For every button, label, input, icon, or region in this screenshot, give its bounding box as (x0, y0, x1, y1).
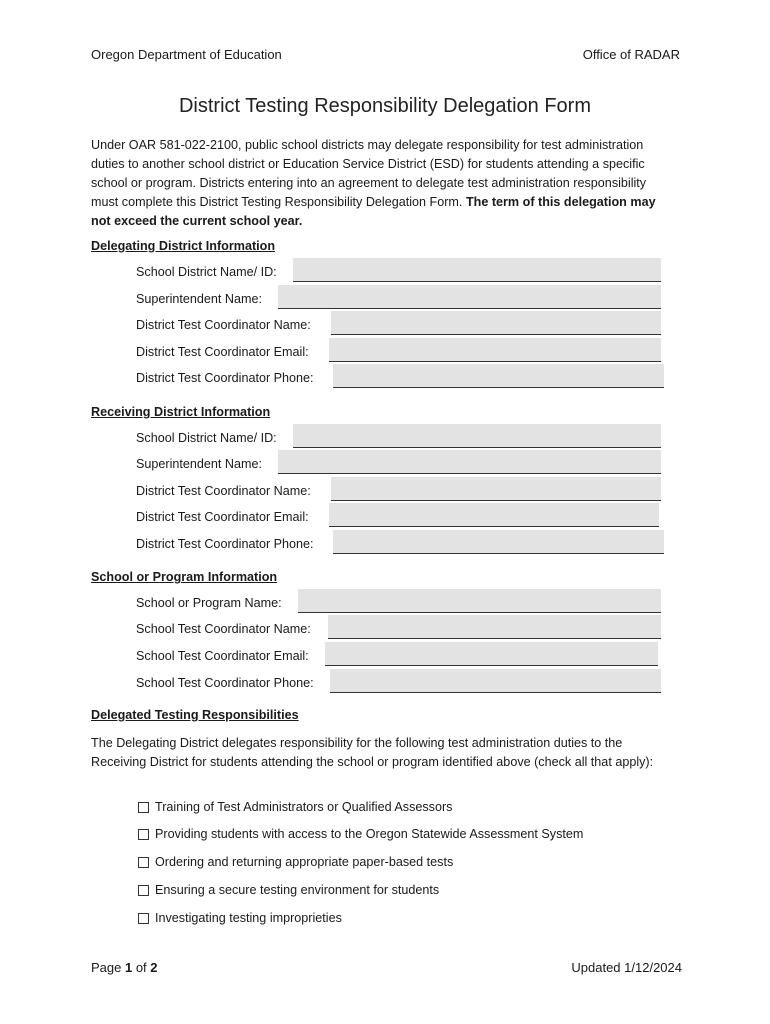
field-label: School Test Coordinator Email: (136, 649, 309, 663)
checklist-item[interactable] (138, 855, 453, 869)
checkbox[interactable] (138, 829, 149, 840)
field-label: District Test Coordinator Email: (136, 510, 309, 524)
page-total: 2 (150, 960, 158, 975)
program-stc-email-input[interactable] (325, 642, 658, 666)
intro-paragraph (91, 136, 676, 231)
program-stc-phone-row (136, 669, 314, 693)
checkbox[interactable] (138, 802, 149, 813)
program-stc-email-row (136, 642, 309, 666)
responsibilities-heading: Delegated Testing Responsibilities (91, 708, 299, 722)
receiving-dtc-email-row (136, 503, 309, 527)
page-title: District Testing Responsibility Delegation Form (178, 95, 591, 117)
header-office: Office of RADAR (582, 47, 680, 62)
receiving-dtc-phone-row (136, 530, 314, 554)
field-label: School District Name/ ID: (136, 431, 277, 445)
delegating-dtc-phone-input[interactable] (333, 364, 664, 388)
delegating-district-name-row (136, 258, 277, 282)
field-label: Superintendent Name: (136, 457, 263, 471)
receiving-superintendent-row (136, 450, 262, 474)
program-stc-phone-input[interactable] (330, 669, 661, 693)
delegating-dtc-name-input[interactable] (331, 311, 661, 335)
delegating-dtc-phone-row (136, 364, 314, 388)
checkbox-label: Investigating testing improprieties (155, 911, 342, 925)
checkbox-label: Training of Test Administrators or Qualified Assessors (155, 800, 453, 814)
responsibilities-paragraph: The Delegating District delegates responsibility for the following test administration duties to the Receiving District for students attending the school or program identified above (check all that apply): (91, 736, 654, 769)
field-label: Superintendent Name: (136, 292, 263, 306)
page-of: of (132, 960, 151, 975)
receiving-heading: Receiving District Information (91, 405, 271, 419)
receiving-dtc-name-row (136, 477, 311, 501)
page-number (91, 960, 158, 975)
header-agency: Oregon Department of Education (91, 47, 282, 62)
delegating-district-name-input[interactable] (293, 258, 661, 282)
program-name-row (136, 589, 282, 613)
checkbox-label: Providing students with access to the Oregon Statewide Assessment System (155, 827, 584, 841)
program-stc-name-input[interactable] (328, 615, 661, 639)
field-label: School or Program Name: (136, 596, 282, 610)
checkbox-label: Ordering and returning appropriate paper-based tests (155, 855, 454, 869)
intro-bold: The term of this delegation may not exceed the current school year. (91, 195, 656, 228)
program-heading: School or Program Information (91, 570, 278, 584)
intro-text: Under OAR 581-022-2100, public school districts may delegate responsibility for test administration duties to another school district or Education Service District (ESD) for students attending a specific school or program. Districts entering into an agreement to delegate test administration responsibility must complete this District Testing Responsibility Delegation Form. (91, 138, 647, 209)
delegating-dtc-email-row (136, 338, 309, 362)
program-stc-name-row (136, 615, 311, 639)
delegating-dtc-email-input[interactable] (329, 338, 661, 362)
receiving-district-name-input[interactable] (293, 424, 661, 448)
field-label: District Test Coordinator Name: (136, 484, 311, 498)
checklist-item[interactable] (138, 800, 452, 814)
receiving-superintendent-input[interactable] (278, 450, 661, 474)
field-label: District Test Coordinator Email: (136, 345, 309, 359)
field-label: School Test Coordinator Name: (136, 622, 311, 636)
delegating-superintendent-row (136, 285, 262, 309)
page-current: 1 (124, 960, 133, 975)
delegating-heading: Delegating District Information (91, 239, 276, 253)
checklist-item[interactable] (138, 883, 439, 897)
page-prefix: Page (91, 960, 125, 975)
updated-date: Updated 1/12/2024 (571, 960, 682, 975)
program-name-input[interactable] (298, 589, 661, 613)
checkbox[interactable] (138, 913, 149, 924)
checkbox[interactable] (138, 857, 149, 868)
checklist-item[interactable] (138, 911, 342, 925)
field-label: District Test Coordinator Phone: (136, 371, 314, 385)
field-label: School Test Coordinator Phone: (136, 676, 314, 690)
checklist-item[interactable] (138, 827, 583, 841)
checkbox-label: Ensuring a secure testing environment for students (155, 883, 440, 897)
delegating-dtc-name-row (136, 311, 311, 335)
checkbox[interactable] (138, 885, 149, 896)
delegating-superintendent-input[interactable] (278, 285, 661, 309)
receiving-dtc-name-input[interactable] (331, 477, 661, 501)
receiving-dtc-email-input[interactable] (329, 503, 659, 527)
receiving-dtc-phone-input[interactable] (333, 530, 664, 554)
receiving-district-name-row (136, 424, 277, 448)
field-label: School District Name/ ID: (136, 265, 277, 279)
field-label: District Test Coordinator Name: (136, 318, 311, 332)
field-label: District Test Coordinator Phone: (136, 537, 314, 551)
